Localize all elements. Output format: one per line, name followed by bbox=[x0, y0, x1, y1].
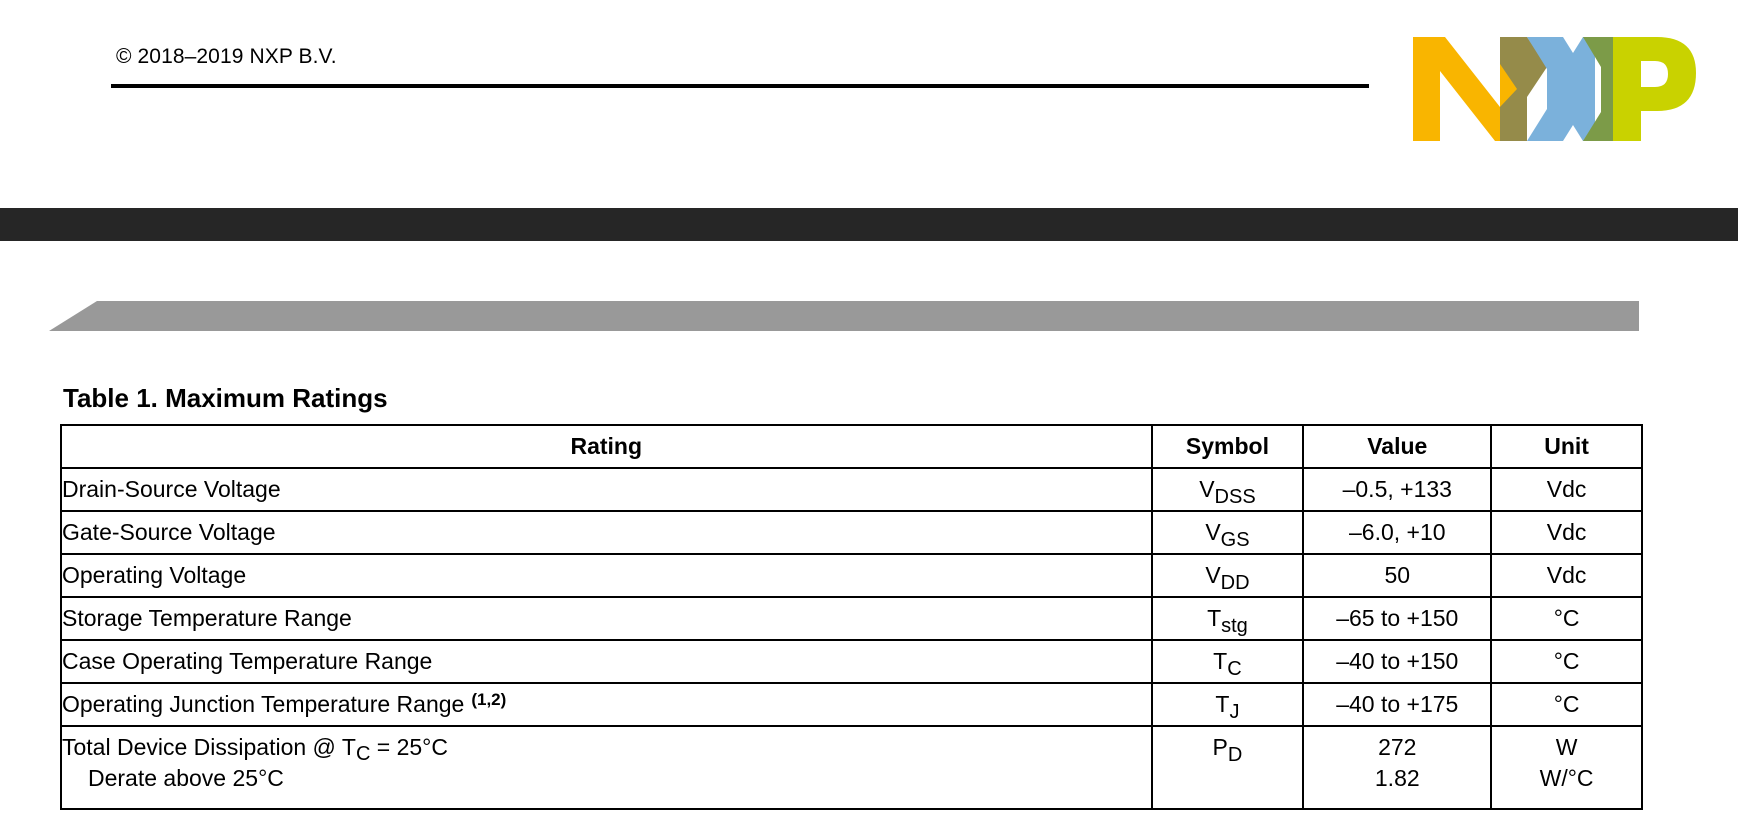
symbol-cell bbox=[1152, 726, 1304, 809]
symbol-cell bbox=[1152, 554, 1304, 597]
rating-cell bbox=[61, 683, 1152, 726]
table-title: Table 1. Maximum Ratings bbox=[63, 383, 388, 413]
value-cell: –40 to +175 bbox=[1303, 683, 1491, 726]
unit-cell: °C bbox=[1491, 640, 1642, 683]
nxp-logo bbox=[1413, 37, 1696, 141]
table-header-row bbox=[61, 425, 1642, 468]
symbol-cell bbox=[1152, 597, 1304, 640]
section-band-shape bbox=[49, 301, 1639, 331]
table-row bbox=[61, 726, 1642, 809]
rating-cell: Gate-Source Voltage bbox=[61, 511, 1152, 554]
unit-line-2: W/°C bbox=[1539, 765, 1594, 791]
section-band bbox=[49, 301, 1639, 331]
rating-footnote-ref: (1,2) bbox=[471, 690, 507, 709]
table-row bbox=[61, 511, 1642, 554]
value-cell: –6.0, +10 bbox=[1303, 511, 1491, 554]
symbol-main: T bbox=[1215, 691, 1230, 717]
rating-prefix: Total Device Dissipation @ T bbox=[62, 734, 356, 760]
symbol-main: V bbox=[1205, 562, 1221, 588]
table-row bbox=[61, 554, 1642, 597]
value-line-1: 272 bbox=[1378, 734, 1417, 760]
table-row bbox=[61, 468, 1642, 511]
table-row bbox=[61, 640, 1642, 683]
symbol-main: P bbox=[1212, 734, 1228, 760]
rating-line-2: Derate above 25°C bbox=[88, 765, 284, 791]
unit-cell bbox=[1491, 726, 1642, 809]
symbol-sub: D bbox=[1227, 744, 1243, 766]
table-row bbox=[61, 683, 1642, 726]
value-cell: –65 to +150 bbox=[1303, 597, 1491, 640]
symbol-cell bbox=[1152, 683, 1304, 726]
header-symbol: Symbol bbox=[1152, 425, 1304, 468]
symbol-main: V bbox=[1199, 476, 1215, 502]
header-unit: Unit bbox=[1491, 425, 1642, 468]
value-cell: –0.5, +133 bbox=[1303, 468, 1491, 511]
unit-line-1: W bbox=[1555, 734, 1578, 760]
dark-band bbox=[0, 208, 1738, 241]
value-line-2: 1.82 bbox=[1374, 765, 1420, 791]
unit-cell: Vdc bbox=[1491, 511, 1642, 554]
rating-text: Operating Junction Temperature Range bbox=[62, 691, 465, 717]
symbol-cell bbox=[1152, 511, 1304, 554]
rating-cell bbox=[61, 726, 1152, 809]
rating-cell: Case Operating Temperature Range bbox=[61, 640, 1152, 683]
symbol-sub: GS bbox=[1220, 529, 1250, 551]
value-cell bbox=[1303, 726, 1491, 809]
rating-line-1 bbox=[62, 732, 1151, 763]
table-row bbox=[61, 597, 1642, 640]
rating-cell: Operating Voltage bbox=[61, 554, 1152, 597]
symbol-main: T bbox=[1213, 648, 1228, 674]
symbol-main: T bbox=[1207, 605, 1222, 631]
symbol-cell bbox=[1152, 640, 1304, 683]
header-rating: Rating bbox=[61, 425, 1152, 468]
rating-sub: C bbox=[355, 743, 371, 765]
symbol-sub: C bbox=[1227, 658, 1242, 680]
unit-cell: Vdc bbox=[1491, 554, 1642, 597]
symbol-sub: J bbox=[1229, 701, 1240, 723]
symbol-sub: stg bbox=[1221, 615, 1248, 637]
rating-cell: Drain-Source Voltage bbox=[61, 468, 1152, 511]
maximum-ratings-table bbox=[60, 424, 1643, 810]
symbol-cell bbox=[1152, 468, 1304, 511]
copyright-text: © 2018–2019 NXP B.V. bbox=[116, 45, 337, 68]
unit-cell: Vdc bbox=[1491, 468, 1642, 511]
rating-cell: Storage Temperature Range bbox=[61, 597, 1152, 640]
value-cell: –40 to +150 bbox=[1303, 640, 1491, 683]
unit-cell: °C bbox=[1491, 683, 1642, 726]
header-rule bbox=[111, 84, 1369, 88]
symbol-main: V bbox=[1205, 519, 1221, 545]
unit-cell: °C bbox=[1491, 597, 1642, 640]
rating-suffix: = 25°C bbox=[370, 734, 448, 760]
symbol-sub: DD bbox=[1220, 572, 1250, 594]
logo-p-shape bbox=[1613, 37, 1696, 141]
symbol-sub: DSS bbox=[1214, 486, 1256, 508]
header-value: Value bbox=[1303, 425, 1491, 468]
value-cell: 50 bbox=[1303, 554, 1491, 597]
